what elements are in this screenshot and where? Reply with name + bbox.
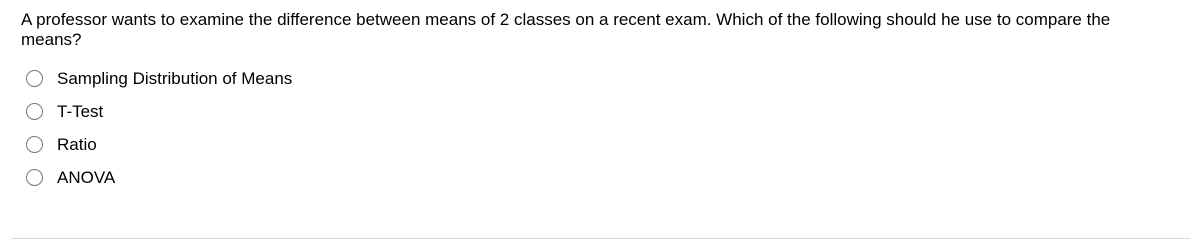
option-ratio[interactable] [26,128,292,161]
option-label: T-Test [57,101,104,121]
radio-button-icon[interactable] [26,136,43,153]
option-sampling-distribution[interactable] [26,62,292,95]
option-label: Ratio [57,134,97,154]
bottom-divider [12,238,1190,239]
option-anova[interactable] [26,161,292,194]
option-t-test[interactable] [26,95,292,128]
answer-options [26,62,292,194]
radio-button-icon[interactable] [26,169,43,186]
question-text: A professor wants to examine the difference between means of 2 classes on a recent exam. Which of the following should he use to compare the means? [21,10,1111,49]
radio-button-icon[interactable] [26,103,43,120]
option-label: ANOVA [57,167,116,187]
radio-button-icon[interactable] [26,70,43,87]
option-label: Sampling Distribution of Means [57,68,293,88]
